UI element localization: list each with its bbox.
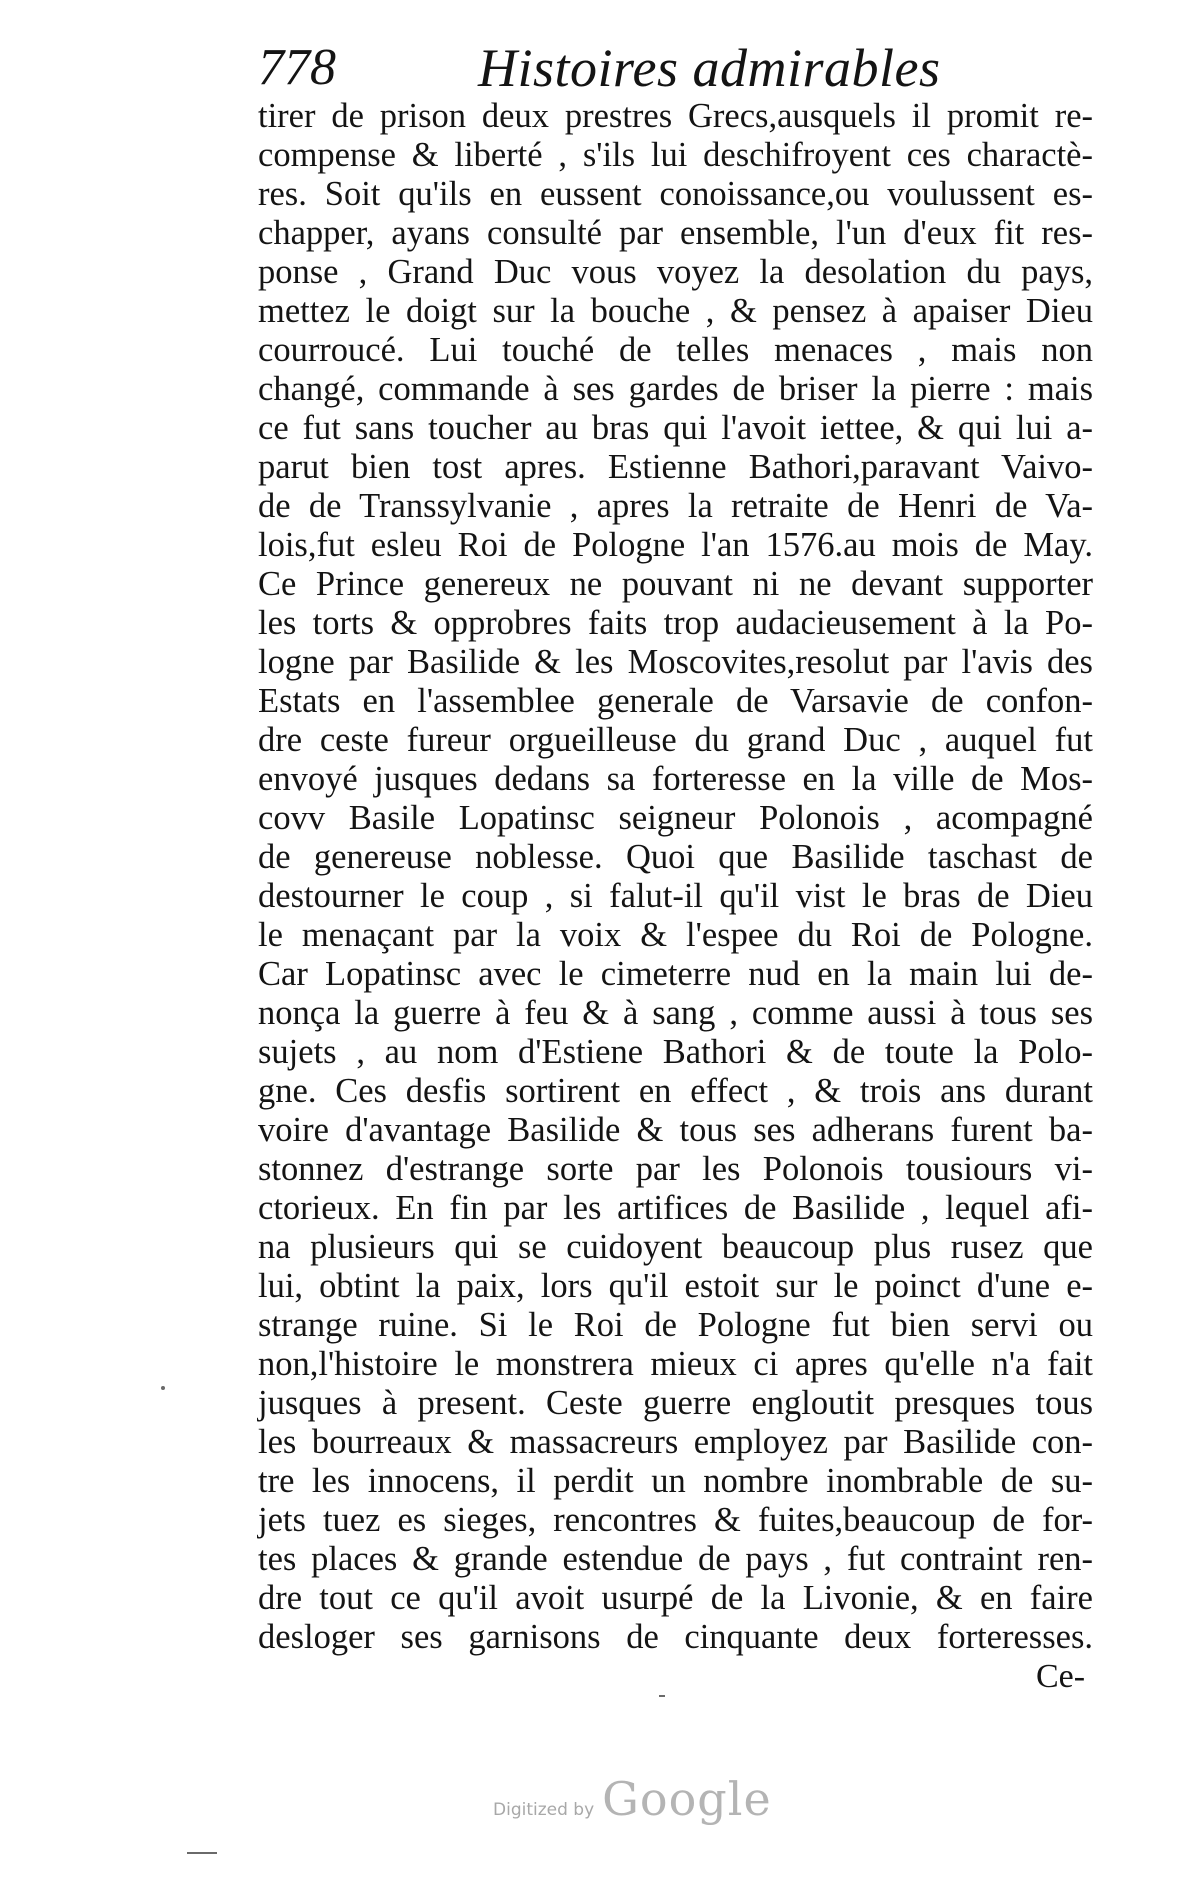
text-line: nonça la guerre à feu & à sang , comme aussi à tous ses bbox=[258, 994, 1093, 1032]
text-line: chapper, ayans consulté par ensemble, l'un d'eux fit res- bbox=[258, 214, 1093, 252]
page-number: 778 bbox=[258, 39, 336, 96]
margin-speck bbox=[187, 1852, 217, 1854]
text-line: dre tout ce qu'il avoit usurpé de la Livonie, & en faire bbox=[258, 1579, 1093, 1617]
text-line: logne par Basilide & les Moscovites,resolut par l'avis des bbox=[258, 643, 1093, 681]
watermark-prefix: Digitized by bbox=[493, 1800, 595, 1820]
text-line: parut bien tost apres. Estienne Bathori,paravant Vaivo- bbox=[258, 448, 1093, 486]
page-header bbox=[258, 38, 1098, 98]
text-line: ponse , Grand Duc vous voyez la desolation du pays, bbox=[258, 253, 1093, 291]
text-line: tes places & grande estendue de pays , fut contraint ren- bbox=[258, 1540, 1093, 1578]
text-line: na plusieurs qui se cuidoyent beaucoup plus rusez que bbox=[258, 1228, 1093, 1266]
text-line: mettez le doigt sur la bouche , & pensez à apaiser Dieu bbox=[258, 292, 1093, 330]
text-line: voire d'avantage Basilide & tous ses adherans furent ba- bbox=[258, 1111, 1093, 1149]
text-line: le menaçant par la voix & l'espee du Roi de Pologne. bbox=[258, 916, 1093, 954]
text-line: de genereuse noblesse. Quoi que Basilide taschast de bbox=[258, 838, 1093, 876]
text-line: Car Lopatinsc avec le cimeterre nud en la main lui de- bbox=[258, 955, 1093, 993]
text-line: covv Basile Lopatinsc seigneur Polonois , acompagné bbox=[258, 799, 1093, 837]
text-line: les torts & opprobres faits trop audacieusement à la Po- bbox=[258, 604, 1093, 642]
text-line: non,l'histoire le monstrera mieux ci apres qu'elle n'a fait bbox=[258, 1345, 1093, 1383]
text-line: les bourreaux & massacreurs employez par Basilide con- bbox=[258, 1423, 1093, 1461]
text-line: ctorieux. En fin par les artifices de Basilide , lequel afi- bbox=[258, 1189, 1093, 1227]
text-line: ce fut sans toucher au bras qui l'avoit iettee, & qui lui a- bbox=[258, 409, 1093, 447]
text-line: envoyé jusques dedans sa forteresse en la ville de Mos- bbox=[258, 760, 1093, 798]
catchword: Ce- bbox=[1036, 1658, 1086, 1695]
text-line: courroucé. Lui touché de telles menaces , mais non bbox=[258, 331, 1093, 369]
text-line: lui, obtint la paix, lors qu'il estoit sur le poinct d'une e- bbox=[258, 1267, 1093, 1305]
margin-speck bbox=[659, 1695, 665, 1697]
text-line: jets tuez es sieges, rencontres & fuites,beaucoup de for- bbox=[258, 1501, 1093, 1539]
margin-speck bbox=[161, 1386, 165, 1390]
text-line: tre les innocens, il perdit un nombre inombrable de su- bbox=[258, 1462, 1093, 1500]
text-line: jusques à present. Ceste guerre engloutit presques tous bbox=[258, 1384, 1093, 1422]
text-line: stonnez d'estrange sorte par les Polonois tousiours vi- bbox=[258, 1150, 1093, 1188]
text-line: gne. Ces desfis sortirent en effect , & trois ans durant bbox=[258, 1072, 1093, 1110]
text-line: desloger ses garnisons de cinquante deux forteresses. bbox=[258, 1618, 1093, 1656]
text-line: compense & liberté , s'ils lui deschifroyent ces charactè- bbox=[258, 136, 1093, 174]
text-line: sujets , au nom d'Estiene Bathori & de toute la Polo- bbox=[258, 1033, 1093, 1071]
text-line: Estats en l'assemblee generale de Varsavie de confon- bbox=[258, 682, 1093, 720]
text-line: tirer de prison deux prestres Grecs,ausquels il promit re- bbox=[258, 97, 1093, 135]
text-line: Ce Prince genereux ne pouvant ni ne devant supporter bbox=[258, 565, 1093, 603]
text-line: strange ruine. Si le Roi de Pologne fut bien servi ou bbox=[258, 1306, 1093, 1344]
google-logo: Google bbox=[602, 1772, 772, 1826]
text-line: lois,fut esleu Roi de Pologne l'an 1576.au mois de May. bbox=[258, 526, 1093, 564]
text-line: dre ceste fureur orgueilleuse du grand Duc , auquel fut bbox=[258, 721, 1093, 759]
text-line: res. Soit qu'ils en eussent conoissance,ou voulussent es- bbox=[258, 175, 1093, 213]
text-line: de de Transsylvanie , apres la retraite de Henri de Va- bbox=[258, 487, 1093, 525]
text-line: changé, commande à ses gardes de briser la pierre : mais bbox=[258, 370, 1093, 408]
body-text bbox=[258, 97, 1093, 1657]
running-head: Histoires admirables bbox=[478, 38, 941, 98]
digitization-watermark bbox=[493, 1772, 772, 1826]
text-line: destourner le coup , si falut-il qu'il vist le bras de Dieu bbox=[258, 877, 1093, 915]
